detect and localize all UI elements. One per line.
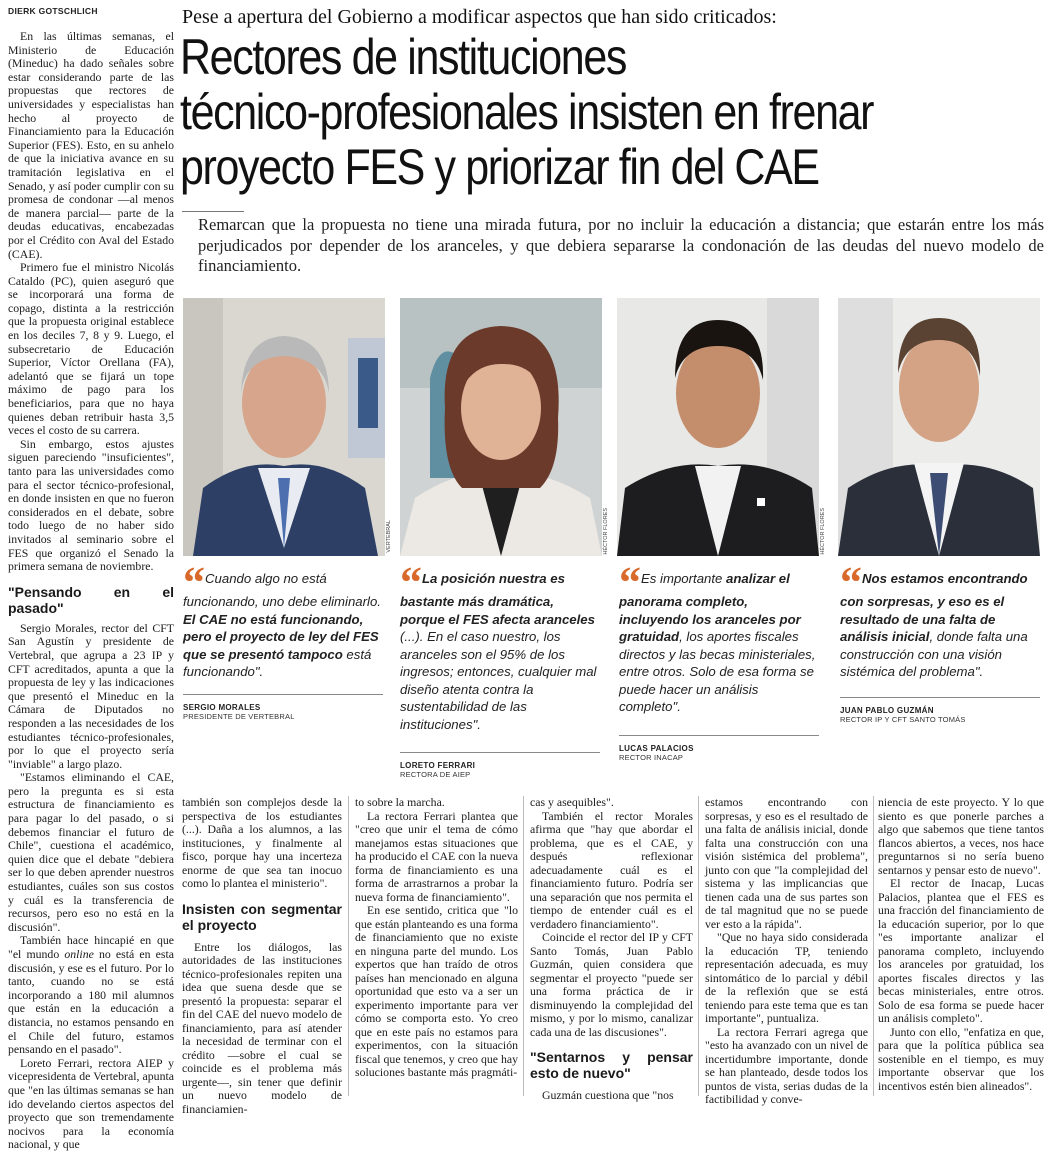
paragraph: Guzmán cuestiona que "nos: [542, 1088, 674, 1102]
left-column: [8, 30, 174, 1152]
byline: DIERK GOTSCHLICH: [8, 6, 98, 16]
quote-name: LUCAS PALACIOS: [619, 744, 694, 753]
text-run: no está en esta discusión, y ese es el futuro. Por lo tanto, cuando no se está incorporando a 180 mil alumnos que están en la educación a distancia, no estamos pensando en el Chile del futuro, estamos pensando en el pasado".: [8, 947, 174, 1057]
photo-juan-pablo-guzman: [838, 298, 1040, 556]
column-divider: [873, 796, 874, 1096]
deck: Remarcan que la propuesta no tiene una mirada futura, por no incluir la educación a distancia; que estarán entre los más perjudicados por depender de los aranceles, y que debiera separarse la condonación de las deudas del nuevo modelo de financiamiento.: [198, 215, 1044, 275]
pull-quote-1: [183, 558, 383, 681]
quote-rule: [400, 752, 600, 753]
pull-quote-3: [619, 558, 819, 716]
text-run: También hace hincapié en que "el mundo: [8, 933, 174, 961]
paragraph: to sobre la marcha.: [355, 795, 445, 809]
paragraph: "Estamos eliminando el CAE, pero la pregunta es si esta estructura de financiamiento es para pagar lo del pasado, o si debemos financiar el futuro de Chile", cuestiona el académico, quien dice que el debate "debiera ser lo que deben aprender nuestros estudiantes, cuáles son sus costos y cuál es la transferencia de recursos, pero eso no está en la discusión".: [8, 770, 174, 934]
text-run-italic: online: [64, 947, 94, 961]
body-column-2: [355, 796, 518, 1080]
quote-mark-icon: “: [400, 558, 419, 607]
paragraph: También el rector Morales afirma que "hay que abordar el problema, que es el CAE, y después reflexionar adecuadamente cuál es el financiamiento futuro. Podría ser una separación que nos permita el tiempo de entender cuál es el verdadero financiamiento".: [530, 808, 693, 931]
subheading: Insisten con segmentar el proyecto: [182, 900, 342, 933]
quote-name: LORETO FERRARI: [400, 761, 476, 770]
paragraph: Loreto Ferrari, rectora AIEP y vicepresidenta de Vertebral, apunta que "en las últimas semanas se han ido develando ciertos aspectos del proyecto que son tremendamente nocivos para la economía nacional, y que: [8, 1055, 174, 1152]
paragraph: Coincide el rector del IP y CFT Santo Tomás, Juan Pablo Guzmán, quien considera que segmentar el proyecto "puede ser una forma práctica de ir disminuyendo la complejidad del mismo, y por lo mismo, canalizar cada una de las discusiones".: [530, 930, 693, 1039]
quote-role: RECTOR IP Y CFT SANTO TOMÁS: [840, 715, 966, 724]
photo-credit: HÉCTOR FLORES: [603, 508, 609, 555]
photo-sergio-morales: [183, 298, 385, 556]
headline: [180, 30, 1046, 195]
column-divider: [523, 796, 524, 1096]
quote-rule: [619, 735, 819, 736]
kicker: Pese a apertura del Gobierno a modificar aspectos que han sido criticados:: [182, 6, 777, 28]
subheading: "Pensando en el pasado": [8, 583, 174, 616]
quote-text: está funcionando".: [183, 646, 372, 679]
paragraph: La rectora Ferrari plantea que "creo que unir el tema de cómo manejamos estas situaciones que ha producido el CAE con la nueva forma de financiamiento es una forma de arrastrarnos a probar la nueva forma de financiamiento".: [355, 808, 518, 904]
quote-name: JUAN PABLO GUZMÁN: [840, 706, 934, 715]
paragraph: En ese sentido, critica que "lo que están planteando es una forma de financiamiento que no existe en ninguna parte del mundo. Los expertos que han traído de otros países han mencionado en alguna oportunidad que esto va a ser un experimento importante para ver cómo se comporta esto. Yo creo que en este país no estamos para experimentos, con la situación fiscal que tenemos, y creo que hay soluciones bastante más pragmáti-: [355, 903, 518, 1079]
paragraph: Primero fue el ministro Nicolás Cataldo (PC), quien aseguró que se incorporará una forma de copago, distinta a la restricción que la propuesta original establece en los deciles 7, 8 y 9. Luego, el subsecretario de Educación Superior, Víctor Orellana (FA), adelantó que se fijará un tope máximo de pago para los beneficiarios, para que no haya quienes deban retribuir hasta 3,5 veces el costo de su carrera.: [8, 260, 174, 438]
headline-line-1: Rectores de instituciones: [180, 29, 627, 85]
photo-lucas-palacios: [617, 298, 819, 556]
paragraph: cas y asequibles".: [530, 795, 614, 809]
column-divider: [698, 796, 699, 1096]
pull-quote-4: [840, 558, 1040, 681]
body-column-1: [182, 796, 342, 1116]
headline-line-3: proyecto FES y priorizar fin del CAE: [180, 139, 819, 195]
quote-mark-icon: “: [619, 558, 638, 607]
column-divider: [348, 796, 349, 1096]
quote-rule: [840, 697, 1040, 698]
body-column-3: [530, 796, 693, 1103]
paragraph: Sin embargo, estos ajustes siguen pareciendo "insuficientes", tanto para las universidades como para el sector técnico-profesional, en donde insisten en que no fueron considerados en el debate, sobre todo luego de no haber sido invitados al seminario sobre el FES que organizó el Senado la primera semana de noviembre.: [8, 436, 174, 574]
quote-text: , donde falta una construcción con una visión sistémica del problema".: [840, 629, 1028, 679]
paragraph: La rectora Ferrari agrega que "esto ha avanzado con un nivel de incertidumbre importante, donde se han planteado, desde todos los puntos de vista, serias dudas de la factibilidad y conve-: [705, 1024, 868, 1106]
photo-credit: HÉCTOR FLORES: [820, 508, 826, 555]
paragraph: En las últimas semanas, el Ministerio de Educación (Mineduc) ha dado señales sobre estar considerando parte de las propuestas que rectores de universidades y especialistas han hecho al proyecto de Financiamiento para la Educación Superior (FES). Esto, en su anhelo de que la iniciativa avance en su tramitación legislativa en el Senado, y así poder cumplir con su promesa de condonar —al menos de manera parcial— parte de la deudas educativas, encabezadas por el Crédito con Aval del Estado (CAE).: [8, 29, 174, 261]
paragraph: Entre los diálogos, las autoridades de las instituciones técnico-profesionales repiten una idea que suena desde que se presentó la propuesta: separar el fin del CAE del nuevo modelo de financiamiento, para así atender la necesidad de terminar con el crédito —sobre el cual se coincide es el problema más urgente—, sin tener que definir un nuevo modelo de financiamien-: [182, 939, 342, 1116]
paragraph: Junto con ello, "enfatiza en que, para que la política pública sea sostenible en el tiempo, es muy importante observar que los incentivos estén bien alineados".: [878, 1024, 1044, 1093]
quote-text-bold: El CAE no está funcionando, pero el proyecto de ley del FES que se presentó tampoco: [183, 611, 379, 662]
subheading: "Sentarnos y pensar esto de nuevo": [530, 1049, 693, 1081]
paragraph: Sergio Morales, rector del CFT San Agustín y presidente de Vertebral, que agrupa a 23 IP y CFT acreditados, apunta a que la propuesta de ley y las indicaciones que presentó el Mineduc en la Cámara de Diputados no responden a las necesidades de los estudiantes técnico-profesionales, por lo que el proyecto sería "inviable" a largo plazo.: [8, 620, 174, 771]
quote-text: Es importante: [641, 571, 727, 586]
headline-line-2: técnico-profesionales insisten en frenar: [180, 84, 874, 140]
quote-rule: [183, 694, 383, 695]
photo-credit: VERTEBRAL: [386, 520, 392, 553]
quote-text: Cuando algo no está funcionando, uno debe eliminarlo.: [183, 571, 381, 609]
paragraph: El rector de Inacap, Lucas Palacios, plantea que el FES es una fracción del financiamiento de la educación superior, por lo que "es importante analizar el panorama completo, incluyendo los aranceles por gratuidad, los aportes fiscales directos y las becas ministeriales, entre otros. Solo de esa forma se puede hacer un análisis completo".: [878, 876, 1044, 1025]
paragraph: niencia de este proyecto. Y lo que siento es que ponerle parches a algo que sabemos que tiene tantos flancos abiertos, a veces, nos hace preguntarnos si no sería bueno sentarnos y pensar esto de nuevo".: [878, 795, 1044, 877]
quote-mark-icon: “: [840, 558, 859, 607]
paragraph: también son complejos desde la perspectiva de los estudiantes (...). Daña a los alumnos, a las instituciones, y finalmente al fisco, porque hay una incerteza enorme de que sea tan inocuo como lo plantea el ministerio".: [182, 795, 342, 890]
quote-text-bold: Nos estamos encontrando con sorpresas, y eso es el resultado de una falta de análisis inicial: [840, 571, 1028, 644]
paragraph: "Que no haya sido considerada la educación TP, teniendo representación adecuada, es muy sintomático de lo parcial y débil de la reflexión que se está teniendo para este tema que es tan importante", puntualiza.: [705, 930, 868, 1025]
photo-loreto-ferrari: [400, 298, 602, 556]
body-column-4: [705, 796, 868, 1107]
quote-text: , los aportes fiscales directos y las becas ministeriales, entre otros. Solo de esa forma se puede hacer un análisis completo".: [619, 629, 816, 714]
quote-role: RECTORA DE AIEP: [400, 770, 471, 779]
deck-rule: [182, 211, 244, 212]
quote-text-bold: La posición nuestra es bastante más dramática, porque el FES afecta aranceles: [400, 571, 595, 627]
quote-text: (...). En el caso nuestro, los aranceles son el 95% de los ingresos; entonces, cualquier mal diseño atenta contra la sustentabilidad de las instituciones".: [400, 629, 597, 732]
paragraph: estamos encontrando con sorpresas, y eso es el resultado de una falta de análisis inicial, donde falta una construcción con una visión sistémica del problema", junto con que "la complejidad del sistema y las implicancias que tienen cada una de sus partes son de tal magnitud que no se puede ver esto a la rápida".: [705, 795, 868, 931]
body-column-5: [878, 796, 1044, 1093]
paragraph: [8, 934, 174, 1056]
quote-name: SERGIO MORALES: [183, 703, 261, 712]
pull-quote-2: [400, 558, 600, 733]
quote-role: RECTOR INACAP: [619, 753, 684, 762]
quote-role: PRESIDENTE DE VERTEBRAL: [183, 712, 295, 721]
quote-mark-icon: “: [183, 558, 202, 607]
quote-text-bold: analizar el panorama completo, incluyendo los aranceles por gratuidad: [619, 571, 801, 644]
